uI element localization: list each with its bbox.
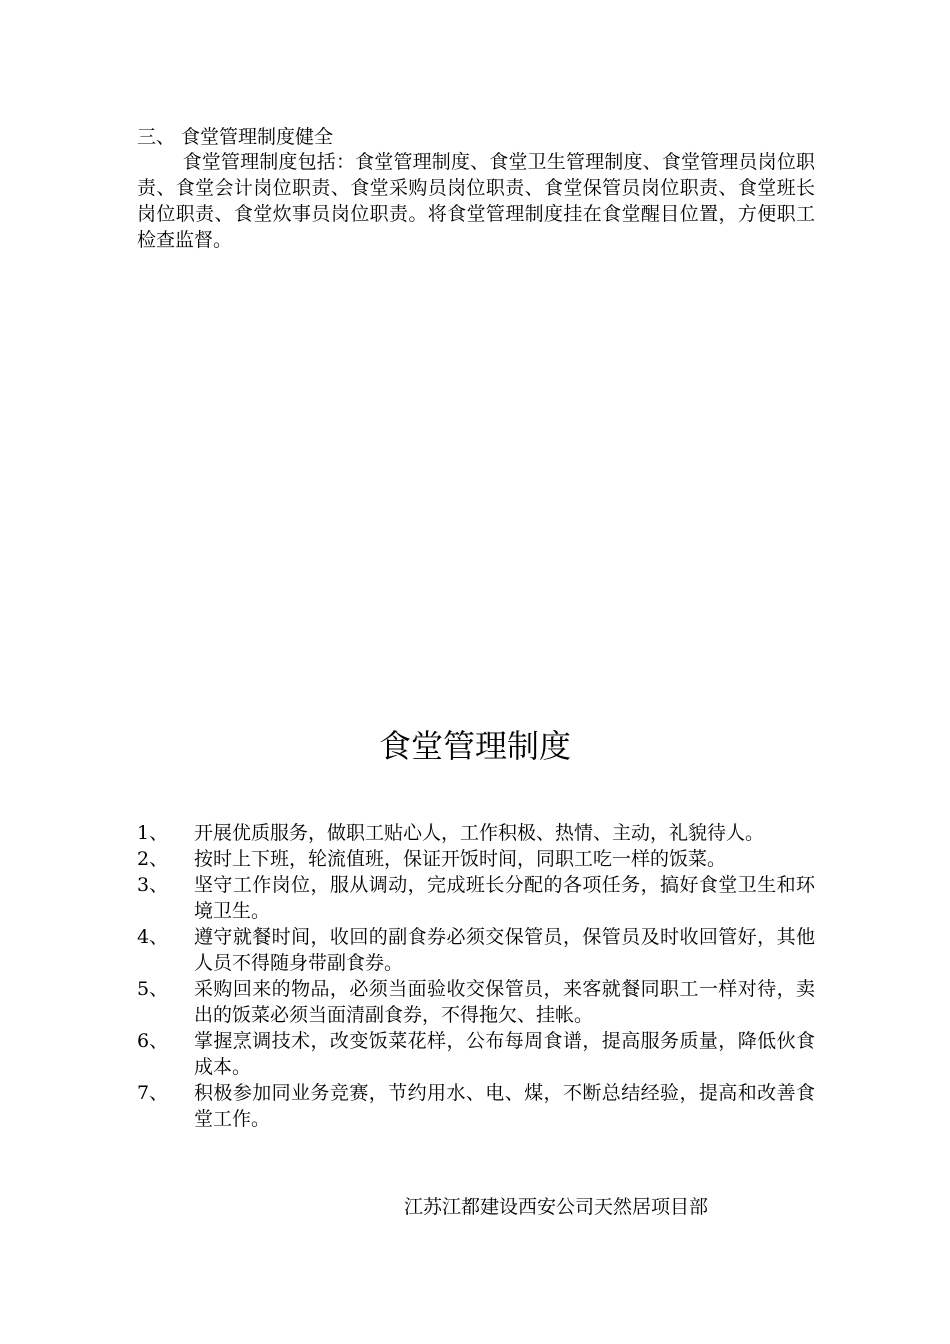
rules-list <box>137 820 815 1132</box>
list-item <box>137 1080 815 1132</box>
list-item <box>137 1028 815 1080</box>
section-heading: 三、 食堂管理制度健全 <box>137 126 334 148</box>
list-item-number: 2、 <box>137 848 169 870</box>
list-item-number: 4、 <box>137 926 169 948</box>
document-title: 食堂管理制度 <box>378 727 571 765</box>
list-item <box>137 820 815 846</box>
list-item <box>137 976 815 1028</box>
organization-signature: 江苏江都建设西安公司天然居项目部 <box>404 1196 709 1218</box>
list-item-text: 按时上下班，轮流值班，保证开饭时间，同职工吃一样的饭菜。 <box>194 848 727 870</box>
list-item <box>137 872 815 924</box>
list-item <box>137 846 815 872</box>
list-item-text: 掌握烹调技术，改变饭菜花样，公布每周食谱，提高服务质量，降低伙食成本。 <box>194 1030 815 1078</box>
list-item-text: 采购回来的物品，必须当面验收交保管员，来客就餐同职工一样对待，卖出的饭菜必须当面清副食券，不得拖欠、挂帐。 <box>194 978 815 1026</box>
list-item-text: 坚守工作岗位，服从调动，完成班长分配的各项任务，搞好食堂卫生和环境卫生。 <box>194 874 815 922</box>
list-item-number: 5、 <box>137 978 169 1000</box>
list-item-number: 1、 <box>137 822 169 844</box>
list-item-text: 积极参加同业务竞赛，节约用水、电、煤，不断总结经验，提高和改善食堂工作。 <box>194 1082 815 1130</box>
list-item-text: 开展优质服务，做职工贴心人，工作积极、热情、主动，礼貌待人。 <box>194 822 765 844</box>
list-item-number: 6、 <box>137 1030 169 1052</box>
list-item-number: 7、 <box>137 1082 169 1104</box>
list-item-text: 遵守就餐时间，收回的副食券必须交保管员，保管员及时收回管好，其他人员不得随身带副食券。 <box>194 926 815 974</box>
list-item-number: 3、 <box>137 874 169 896</box>
section-paragraph: 食堂管理制度包括：食堂管理制度、食堂卫生管理制度、食堂管理员岗位职责、食堂会计岗位职责、食堂采购员岗位职责、食堂保管员岗位职责、食堂班长岗位职责、食堂炊事员岗位职责。将食堂管理制度挂在食堂醒目位置，方便职工检查监督。 <box>137 151 815 251</box>
list-item <box>137 924 815 976</box>
